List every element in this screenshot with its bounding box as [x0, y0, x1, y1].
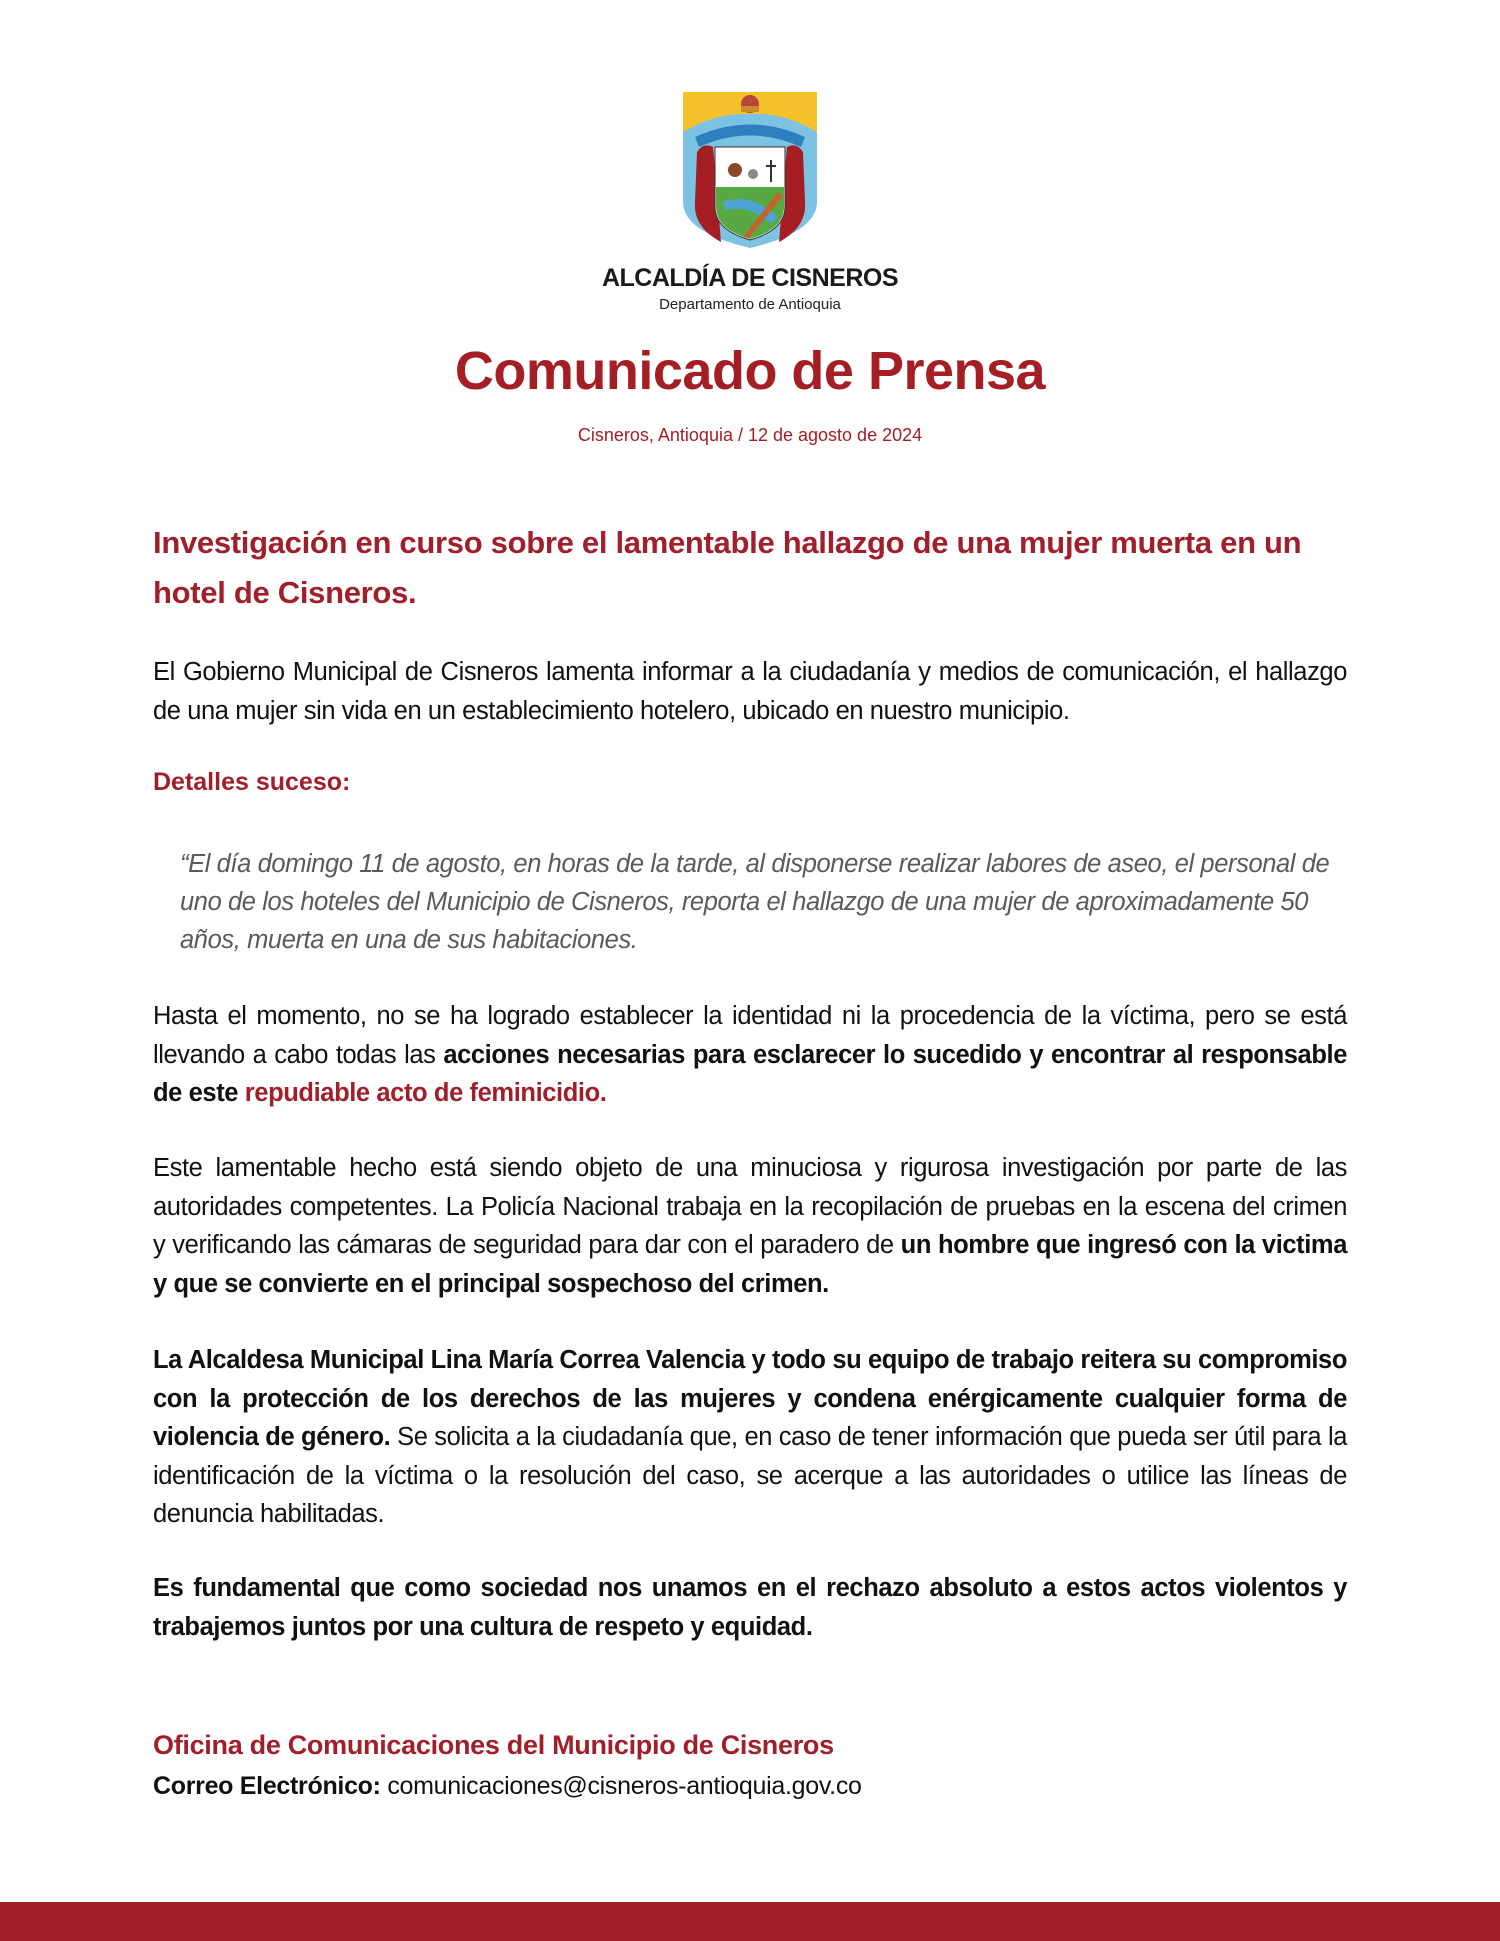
page-title: Comunicado de Prensa	[454, 341, 1046, 401]
paragraph-investigation	[153, 997, 1347, 1113]
text-segment: Se solicita a la ciudadanía que, en caso de tener información que pueda ser útil para la identificación de la víctima o la resolución del caso, se acerque a las autoridades o utilice las líneas de denuncia habilitadas.	[153, 1423, 1347, 1528]
bold-segment: un hombre que ingresó con la victima y que se convierte en el principal sospechoso del crimen.	[153, 1231, 1347, 1298]
contact-email-line	[153, 1772, 1347, 1801]
paragraph-mayor	[153, 1341, 1347, 1534]
bold-segment: La Alcaldesa Municipal Lina María Correa Valencia y todo su equipo de trabajo reitera su compromiso con la protección de los derechos de las mujeres y condena enérgicamente cualquier forma de violencia de género.	[153, 1346, 1347, 1451]
bold-segment: acciones necesarias para esclarecer lo sucedido y encontrar al responsable de este	[153, 1040, 1347, 1107]
email-label: Correo Electrónico:	[153, 1772, 381, 1800]
organization-department: Departamento de Antioquia	[659, 296, 841, 313]
coat-of-arms-logo	[683, 92, 817, 248]
dateline: Cisneros, Antioquia / 12 de agosto de 2024	[577, 425, 923, 445]
details-heading: Detalles suceso:	[153, 768, 351, 796]
paragraph-police	[153, 1149, 1347, 1303]
email-link[interactable]: comunicaciones@cisneros-antioquia.gov.co	[387, 1772, 862, 1800]
quote-paragraph: “El día domingo 11 de agosto, en horas de la tarde, al disponerse realizar labores de aseo, el personal de uno de los hoteles del Municipio de Cisneros, reporta el hallazgo de una mujer de aproximadamente 50 años, muerta en una de sus habitaciones.	[180, 850, 1330, 954]
organization-name: ALCALDÍA DE CISNEROS	[601, 264, 899, 292]
text-segment: Hasta el momento, no se ha logrado establecer la identidad ni la procedencia de la víctima, pero se está llevando a cabo todas las	[153, 1002, 1347, 1069]
paragraph-closing: Es fundamental que como sociedad nos unamos en el rechazo absoluto a estos actos violentos y trabajemos juntos por una cultura de respeto y equidad.	[153, 1574, 1347, 1641]
red-segment: repudiable acto de feminicidio.	[244, 1079, 607, 1107]
footer-bar	[0, 1902, 1500, 1941]
headline: Investigación en curso sobre el lamentable hallazgo de una mujer muerta en un hotel de Cisneros.	[153, 525, 1302, 610]
office-name: Oficina de Comunicaciones del Municipio de Cisneros	[153, 1730, 834, 1760]
text-segment: Este lamentable hecho está siendo objeto de una minuciosa y rigurosa investigación por parte de las autoridades competentes. La Policía Nacional trabaja en la recopilación de pruebas en la escena del crimen y verificando las cámaras de seguridad para dar con el paradero de	[153, 1154, 1347, 1259]
paragraph-intro: El Gobierno Municipal de Cisneros lamenta informar a la ciudadanía y medios de comunicación, el hallazgo de una mujer sin vida en un establecimiento hotelero, ubicado en nuestro municipio.	[153, 658, 1347, 725]
